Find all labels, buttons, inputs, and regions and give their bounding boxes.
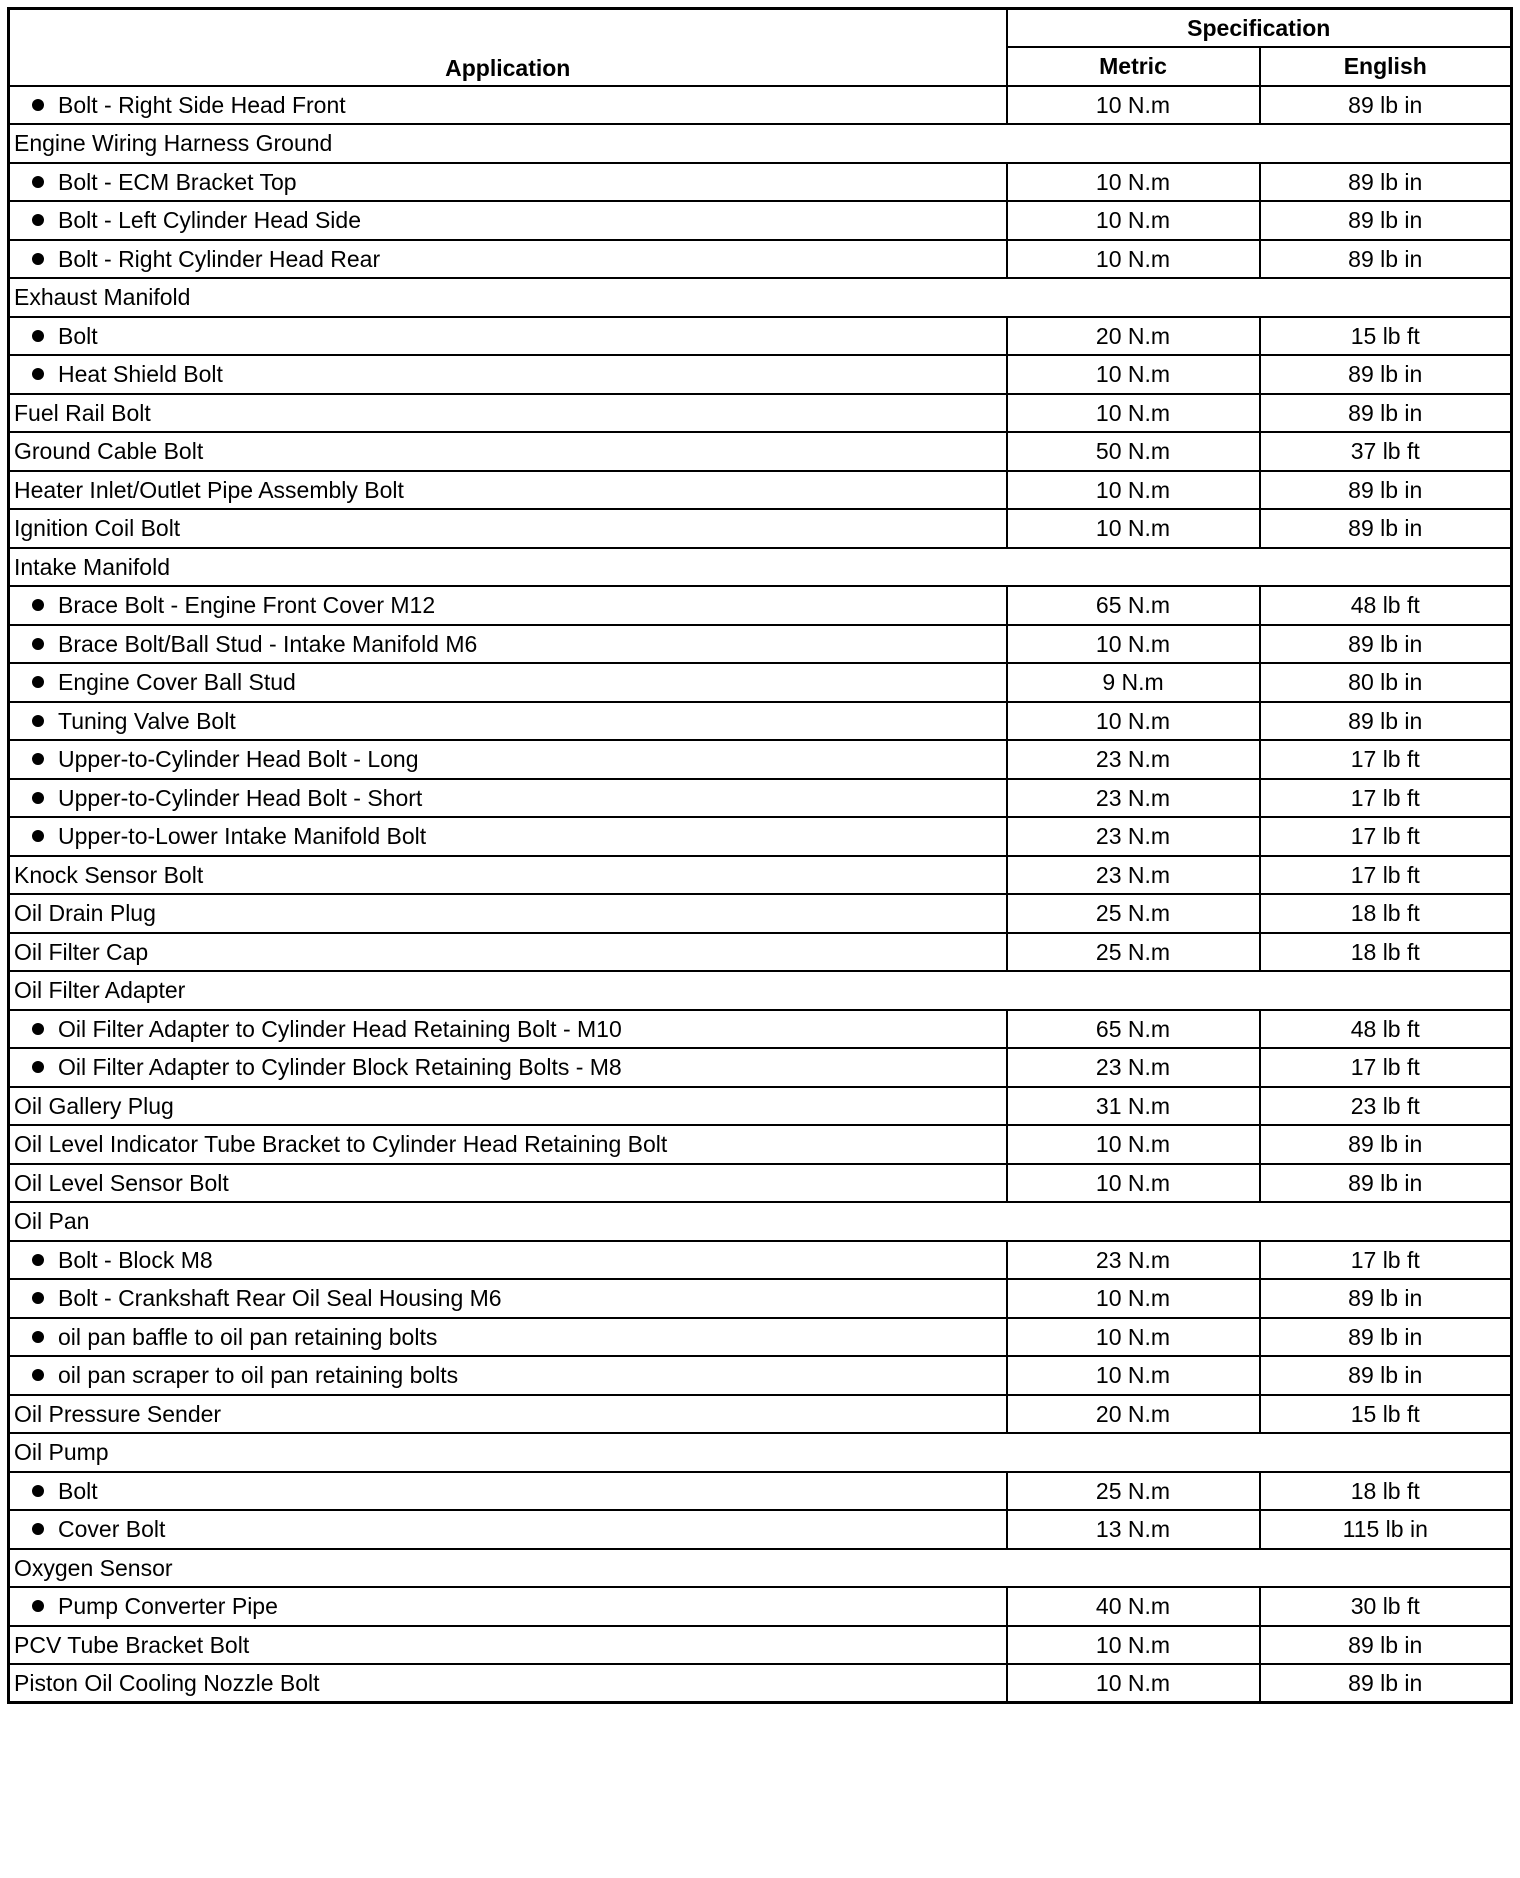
- english-value: 89 lb in: [1260, 625, 1512, 664]
- application-cell: [9, 1356, 1007, 1395]
- bullet-icon: [32, 792, 44, 804]
- bullet-icon: [32, 1254, 44, 1266]
- application-label: Fuel Rail Bolt: [14, 399, 151, 426]
- application-cell: [9, 163, 1007, 202]
- table-row: [9, 625, 1512, 664]
- application-cell: [9, 1279, 1007, 1318]
- table-row: [9, 86, 1512, 125]
- english-value: 89 lb in: [1260, 86, 1512, 125]
- table-row: [9, 1472, 1512, 1511]
- bullet-icon: [32, 1523, 44, 1535]
- table-row: [9, 1125, 1512, 1164]
- english-value: 30 lb ft: [1260, 1587, 1512, 1626]
- application-label: Tuning Valve Bolt: [58, 707, 236, 734]
- metric-value: 23 N.m: [1007, 856, 1260, 895]
- metric-value: 23 N.m: [1007, 740, 1260, 779]
- table-row: [9, 509, 1512, 548]
- table-row: [9, 586, 1512, 625]
- table-row: [9, 817, 1512, 856]
- group-label: Oil Filter Adapter: [9, 971, 1512, 1010]
- table-row: [9, 702, 1512, 741]
- application-label: Bolt - Left Cylinder Head Side: [58, 207, 361, 234]
- application-cell: [9, 240, 1007, 279]
- english-value: 18 lb ft: [1260, 933, 1512, 972]
- bullet-icon: [32, 330, 44, 342]
- application-label: Bolt: [58, 322, 98, 349]
- english-value: 89 lb in: [1260, 1318, 1512, 1357]
- header-specification: Specification: [1007, 9, 1512, 48]
- application-label: Oil Gallery Plug: [14, 1092, 174, 1119]
- metric-value: 10 N.m: [1007, 86, 1260, 125]
- application-label: Oil Drain Plug: [14, 900, 156, 927]
- bullet-icon: [32, 753, 44, 765]
- metric-value: 10 N.m: [1007, 1125, 1260, 1164]
- application-label: Ignition Coil Bolt: [14, 515, 181, 542]
- bullet-icon: [32, 368, 44, 380]
- application-label: Bolt - Right Side Head Front: [58, 91, 346, 118]
- application-cell: [9, 586, 1007, 625]
- application-label: Cover Bolt: [58, 1516, 166, 1543]
- torque-spec-table: [7, 7, 1513, 1704]
- bullet-icon: [32, 1292, 44, 1304]
- bullet-icon: [32, 214, 44, 226]
- application-cell: [9, 740, 1007, 779]
- bullet-icon: [32, 1061, 44, 1073]
- group-header-row: [9, 278, 1512, 317]
- group-header-row: [9, 971, 1512, 1010]
- metric-value: 65 N.m: [1007, 1010, 1260, 1049]
- application-label: Upper-to-Cylinder Head Bolt - Short: [58, 784, 423, 811]
- application-cell: [9, 471, 1007, 510]
- english-value: 89 lb in: [1260, 240, 1512, 279]
- bullet-icon: [32, 1331, 44, 1343]
- metric-value: 10 N.m: [1007, 1318, 1260, 1357]
- application-cell: [9, 1318, 1007, 1357]
- english-value: 17 lb ft: [1260, 856, 1512, 895]
- application-cell: [9, 432, 1007, 471]
- bullet-icon: [32, 176, 44, 188]
- english-value: 37 lb ft: [1260, 432, 1512, 471]
- english-value: 23 lb ft: [1260, 1087, 1512, 1126]
- english-value: 89 lb in: [1260, 355, 1512, 394]
- application-cell: [9, 1164, 1007, 1203]
- metric-value: 10 N.m: [1007, 201, 1260, 240]
- bullet-icon: [32, 1600, 44, 1612]
- english-value: 17 lb ft: [1260, 779, 1512, 818]
- english-value: 89 lb in: [1260, 1664, 1512, 1703]
- application-label: Brace Bolt/Ball Stud - Intake Manifold M6: [58, 630, 478, 657]
- metric-value: 13 N.m: [1007, 1510, 1260, 1549]
- metric-value: 23 N.m: [1007, 1241, 1260, 1280]
- group-header-row: [9, 1202, 1512, 1241]
- table-row: [9, 1010, 1512, 1049]
- metric-value: 65 N.m: [1007, 586, 1260, 625]
- english-value: 18 lb ft: [1260, 894, 1512, 933]
- english-value: 15 lb ft: [1260, 1395, 1512, 1434]
- application-label: PCV Tube Bracket Bolt: [14, 1631, 250, 1658]
- application-cell: [9, 663, 1007, 702]
- table-row: [9, 1164, 1512, 1203]
- table-row: [9, 1395, 1512, 1434]
- table-row: [9, 894, 1512, 933]
- english-value: 48 lb ft: [1260, 1010, 1512, 1049]
- table-row: [9, 432, 1512, 471]
- application-label: oil pan baffle to oil pan retaining bolts: [58, 1323, 438, 1350]
- english-value: 89 lb in: [1260, 1279, 1512, 1318]
- application-cell: [9, 1241, 1007, 1280]
- bullet-icon: [32, 830, 44, 842]
- application-cell: [9, 625, 1007, 664]
- application-label: oil pan scraper to oil pan retaining bolts: [58, 1362, 459, 1389]
- english-value: 17 lb ft: [1260, 1241, 1512, 1280]
- english-value: 89 lb in: [1260, 201, 1512, 240]
- application-label: Oil Filter Cap: [14, 938, 149, 965]
- group-label: Intake Manifold: [9, 548, 1512, 587]
- english-value: 89 lb in: [1260, 1125, 1512, 1164]
- table-row: [9, 471, 1512, 510]
- table-row: [9, 317, 1512, 356]
- metric-value: 10 N.m: [1007, 163, 1260, 202]
- application-cell: [9, 933, 1007, 972]
- english-value: 17 lb ft: [1260, 817, 1512, 856]
- application-label: Ground Cable Bolt: [14, 438, 204, 465]
- english-value: 17 lb ft: [1260, 740, 1512, 779]
- metric-value: 9 N.m: [1007, 663, 1260, 702]
- english-value: 89 lb in: [1260, 1164, 1512, 1203]
- application-label: Heat Shield Bolt: [58, 361, 223, 388]
- table-row: [9, 1664, 1512, 1703]
- metric-value: 10 N.m: [1007, 240, 1260, 279]
- table-row: [9, 740, 1512, 779]
- metric-value: 25 N.m: [1007, 1472, 1260, 1511]
- bullet-icon: [32, 1369, 44, 1381]
- application-label: Oil Filter Adapter to Cylinder Head Retaining Bolt - M10: [58, 1015, 622, 1042]
- metric-value: 25 N.m: [1007, 933, 1260, 972]
- metric-value: 10 N.m: [1007, 1164, 1260, 1203]
- application-cell: [9, 1626, 1007, 1665]
- bullet-icon: [32, 638, 44, 650]
- application-label: Bolt - Right Cylinder Head Rear: [58, 245, 381, 272]
- application-cell: [9, 355, 1007, 394]
- english-value: 115 lb in: [1260, 1510, 1512, 1549]
- metric-value: 10 N.m: [1007, 509, 1260, 548]
- english-value: 89 lb in: [1260, 163, 1512, 202]
- english-value: 15 lb ft: [1260, 317, 1512, 356]
- application-cell: [9, 1010, 1007, 1049]
- table-row: [9, 394, 1512, 433]
- application-cell: [9, 856, 1007, 895]
- application-label: Upper-to-Lower Intake Manifold Bolt: [58, 823, 427, 850]
- application-cell: [9, 894, 1007, 933]
- metric-value: 20 N.m: [1007, 1395, 1260, 1434]
- group-header-row: [9, 1433, 1512, 1472]
- table-row: [9, 663, 1512, 702]
- application-label: Oil Level Sensor Bolt: [14, 1169, 229, 1196]
- application-cell: [9, 1395, 1007, 1434]
- table-row: [9, 1356, 1512, 1395]
- group-header-row: [9, 548, 1512, 587]
- english-value: 89 lb in: [1260, 702, 1512, 741]
- metric-value: 10 N.m: [1007, 702, 1260, 741]
- table-row: [9, 355, 1512, 394]
- metric-value: 10 N.m: [1007, 1279, 1260, 1318]
- header-metric: Metric: [1007, 47, 1260, 86]
- application-cell: [9, 1048, 1007, 1087]
- metric-value: 40 N.m: [1007, 1587, 1260, 1626]
- table-row: [9, 779, 1512, 818]
- english-value: 89 lb in: [1260, 1356, 1512, 1395]
- metric-value: 20 N.m: [1007, 317, 1260, 356]
- bullet-icon: [32, 1485, 44, 1497]
- application-label: Bolt - Block M8: [58, 1246, 213, 1273]
- english-value: 80 lb in: [1260, 663, 1512, 702]
- group-header-row: [9, 1549, 1512, 1588]
- metric-value: 10 N.m: [1007, 1664, 1260, 1703]
- metric-value: 23 N.m: [1007, 779, 1260, 818]
- english-value: 18 lb ft: [1260, 1472, 1512, 1511]
- application-cell: [9, 1472, 1007, 1511]
- metric-value: 10 N.m: [1007, 1626, 1260, 1665]
- application-label: Engine Cover Ball Stud: [58, 669, 296, 696]
- metric-value: 10 N.m: [1007, 355, 1260, 394]
- metric-value: 23 N.m: [1007, 817, 1260, 856]
- application-label: Bolt: [58, 1477, 98, 1504]
- application-cell: [9, 1125, 1007, 1164]
- application-label: Bolt - ECM Bracket Top: [58, 168, 297, 195]
- table-row: [9, 1626, 1512, 1665]
- header-english: English: [1260, 47, 1512, 86]
- table-row: [9, 240, 1512, 279]
- application-cell: [9, 1087, 1007, 1126]
- group-label: Oil Pump: [9, 1433, 1512, 1472]
- english-value: 48 lb ft: [1260, 586, 1512, 625]
- header-application: Application: [9, 9, 1007, 86]
- bullet-icon: [32, 676, 44, 688]
- application-cell: [9, 779, 1007, 818]
- table-row: [9, 1279, 1512, 1318]
- application-label: Pump Converter Pipe: [58, 1593, 278, 1620]
- application-label: Bolt - Crankshaft Rear Oil Seal Housing M6: [58, 1285, 502, 1312]
- english-value: 89 lb in: [1260, 1626, 1512, 1665]
- metric-value: 50 N.m: [1007, 432, 1260, 471]
- application-cell: [9, 509, 1007, 548]
- english-value: 17 lb ft: [1260, 1048, 1512, 1087]
- application-label: Piston Oil Cooling Nozzle Bolt: [14, 1670, 320, 1696]
- table-row: [9, 1587, 1512, 1626]
- application-label: Oil Pressure Sender: [14, 1400, 222, 1427]
- bullet-icon: [32, 99, 44, 111]
- metric-value: 10 N.m: [1007, 471, 1260, 510]
- application-cell: [9, 1664, 1007, 1703]
- table-row: [9, 1510, 1512, 1549]
- application-cell: [9, 1510, 1007, 1549]
- table-row: [9, 856, 1512, 895]
- application-label: Knock Sensor Bolt: [14, 861, 204, 888]
- metric-value: 25 N.m: [1007, 894, 1260, 933]
- application-cell: [9, 702, 1007, 741]
- english-value: 89 lb in: [1260, 394, 1512, 433]
- application-cell: [9, 86, 1007, 125]
- bullet-icon: [32, 1023, 44, 1035]
- metric-value: 23 N.m: [1007, 1048, 1260, 1087]
- metric-value: 10 N.m: [1007, 394, 1260, 433]
- metric-value: 10 N.m: [1007, 625, 1260, 664]
- group-label: Engine Wiring Harness Ground: [9, 124, 1512, 163]
- table-row: [9, 1048, 1512, 1087]
- english-value: 89 lb in: [1260, 471, 1512, 510]
- table-row: [9, 163, 1512, 202]
- application-label: Brace Bolt - Engine Front Cover M12: [58, 592, 436, 619]
- table-row: [9, 1241, 1512, 1280]
- group-label: Oil Pan: [9, 1202, 1512, 1241]
- group-label: Oxygen Sensor: [9, 1549, 1512, 1588]
- application-cell: [9, 817, 1007, 856]
- application-label: Oil Filter Adapter to Cylinder Block Retaining Bolts - M8: [58, 1054, 622, 1081]
- application-label: Upper-to-Cylinder Head Bolt - Long: [58, 746, 419, 773]
- group-header-row: [9, 124, 1512, 163]
- group-label: Exhaust Manifold: [9, 278, 1512, 317]
- table-row: [9, 1087, 1512, 1126]
- english-value: 89 lb in: [1260, 509, 1512, 548]
- bullet-icon: [32, 715, 44, 727]
- application-cell: [9, 317, 1007, 356]
- metric-value: 10 N.m: [1007, 1356, 1260, 1395]
- application-cell: [9, 394, 1007, 433]
- table-row: [9, 201, 1512, 240]
- bullet-icon: [32, 599, 44, 611]
- spec-table-body: [9, 86, 1512, 1703]
- application-cell: [9, 201, 1007, 240]
- application-cell: [9, 1587, 1007, 1626]
- application-label: Oil Level Indicator Tube Bracket to Cylinder Head Retaining Bolt: [14, 1131, 668, 1158]
- table-row: [9, 933, 1512, 972]
- bullet-icon: [32, 253, 44, 265]
- table-row: [9, 1318, 1512, 1357]
- application-label: Heater Inlet/Outlet Pipe Assembly Bolt: [14, 476, 404, 503]
- metric-value: 31 N.m: [1007, 1087, 1260, 1126]
